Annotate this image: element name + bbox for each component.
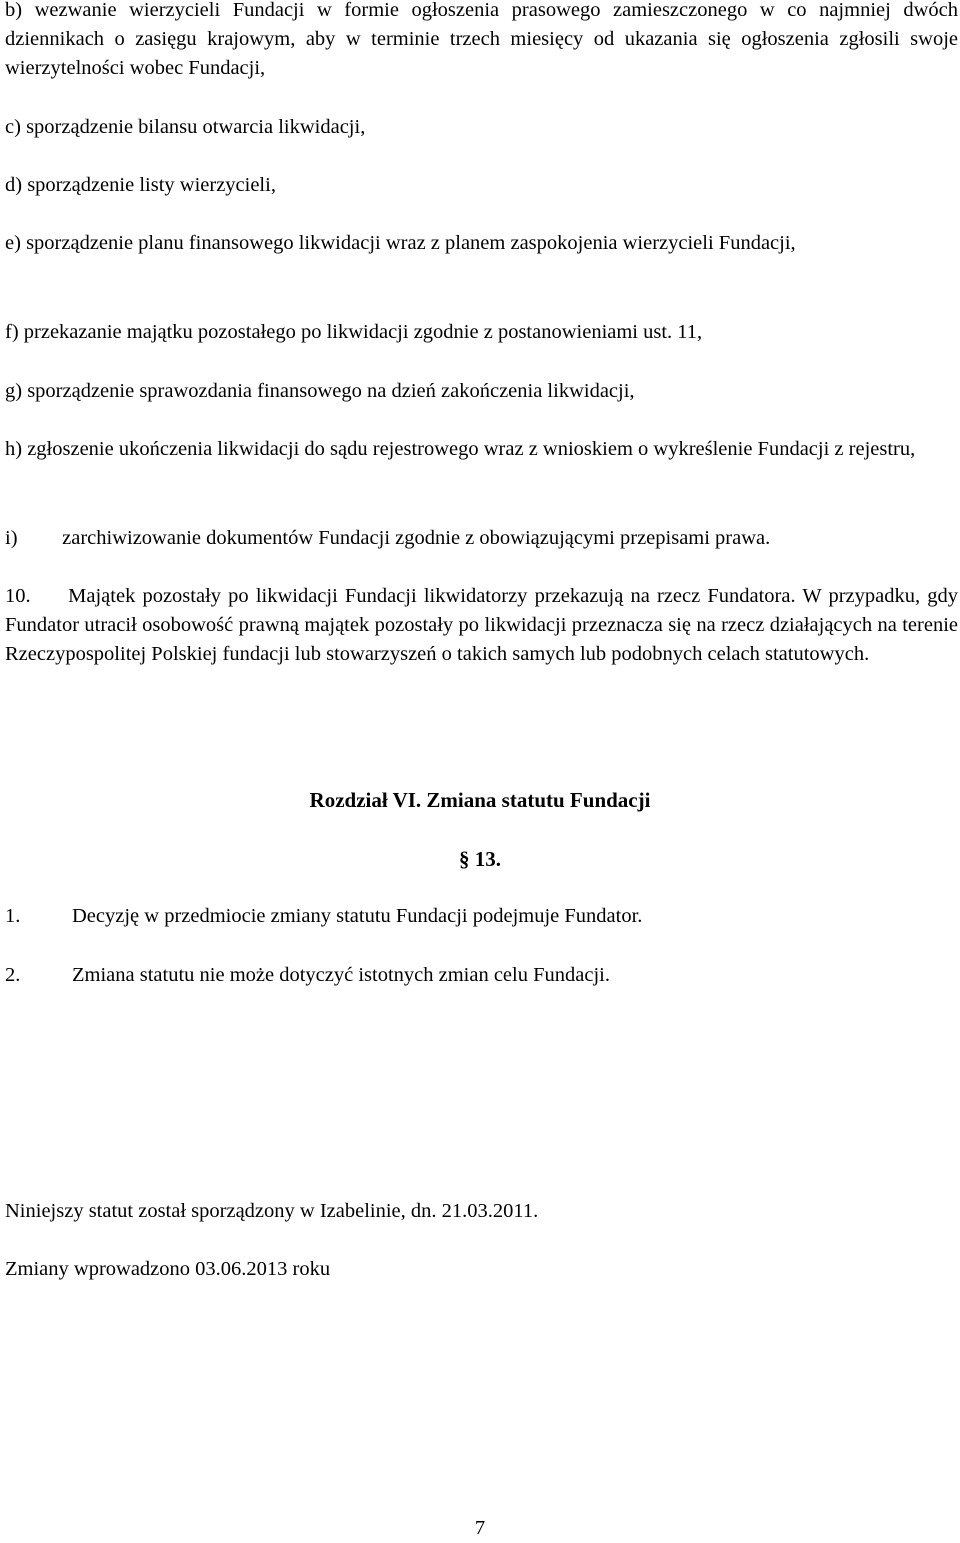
list-item-label: i) xyxy=(5,527,18,549)
section-item-1 xyxy=(5,902,642,931)
list-item-text: zarchiwizowanie dokumentów Fundacji zgodnie z obowiązującymi przepisami prawa. xyxy=(62,527,771,549)
list-item-i xyxy=(5,524,958,553)
list-item-text: sporządzenie planu finansowego likwidacji wraz z planem zaspokojenia wierzycieli Fundacji, xyxy=(26,232,796,254)
list-item-text: sporządzenie listy wierzycieli, xyxy=(27,174,276,196)
list-item-label: g) xyxy=(5,380,23,402)
list-item-b xyxy=(5,0,958,83)
list-item-label: f) xyxy=(5,321,19,343)
list-item-c xyxy=(5,113,958,142)
list-item-label: h) xyxy=(5,438,23,460)
list-item-f xyxy=(5,318,958,347)
section-item-number: 2. xyxy=(5,964,21,986)
amendment-note: Zmiany wprowadzono 03.06.2013 roku xyxy=(5,1258,331,1280)
list-item-g xyxy=(5,377,958,406)
section-mark: § 13. xyxy=(459,847,501,871)
closing-statement: Niniejszy statut został sporządzony w Izabelinie, dn. 21.03.2011. xyxy=(5,1200,539,1222)
section-item-number: 1. xyxy=(5,905,21,927)
list-item-e xyxy=(5,229,958,258)
list-item-label: c) xyxy=(5,116,21,138)
chapter-title: Rozdział VI. Zmiana statutu Fundacji xyxy=(309,788,651,812)
paragraph-10 xyxy=(5,582,958,669)
list-item-label: e) xyxy=(5,232,21,254)
section-item-text: Decyzję w przedmiocie zmiany statutu Fundacji podejmuje Fundator. xyxy=(72,905,643,927)
list-item-text: sporządzenie bilansu otwarcia likwidacji, xyxy=(26,116,366,138)
list-item-text: przekazanie majątku pozostałego po likwidacji zgodnie z postanowieniami ust. 11, xyxy=(23,321,703,343)
section-item-2 xyxy=(5,961,610,990)
page-number: 7 xyxy=(474,1517,486,1539)
list-item-text: wezwanie wierzycieli Fundacji w formie ogłoszenia prasowego zamieszczonego w co najmniej dwóch dziennikach o zasięgu krajowym, aby w terminie trzech miesięcy od ukazania się ogłoszenia zgłosili swoje wierzytelności wobec Fundacji, xyxy=(5,0,958,79)
list-item-h xyxy=(5,435,958,464)
list-item-label: b) xyxy=(5,0,23,21)
list-item-text: zgłoszenie ukończenia likwidacji do sądu rejestrowego wraz z wnioskiem o wykreślenie Fundacji z rejestru, xyxy=(27,438,916,460)
list-item-d xyxy=(5,171,958,200)
paragraph-number: 10. xyxy=(5,585,31,607)
list-item-label: d) xyxy=(5,174,23,196)
list-item-text: sporządzenie sprawozdania finansowego na dzień zakończenia likwidacji, xyxy=(27,380,635,402)
section-item-text: Zmiana statutu nie może dotyczyć istotnych zmian celu Fundacji. xyxy=(72,964,610,986)
paragraph-text: Majątek pozostały po likwidacji Fundacji likwidatorzy przekazują na rzecz Fundatora. W przypadku, gdy Fundator utracił osobowość prawną majątek pozostały po likwidacji przeznacza się na rzecz działających na terenie Rzeczypospolitej Polskiej fundacji lub stowarzyszeń o takich samych lub podobnych celach statutowych. xyxy=(5,585,959,665)
